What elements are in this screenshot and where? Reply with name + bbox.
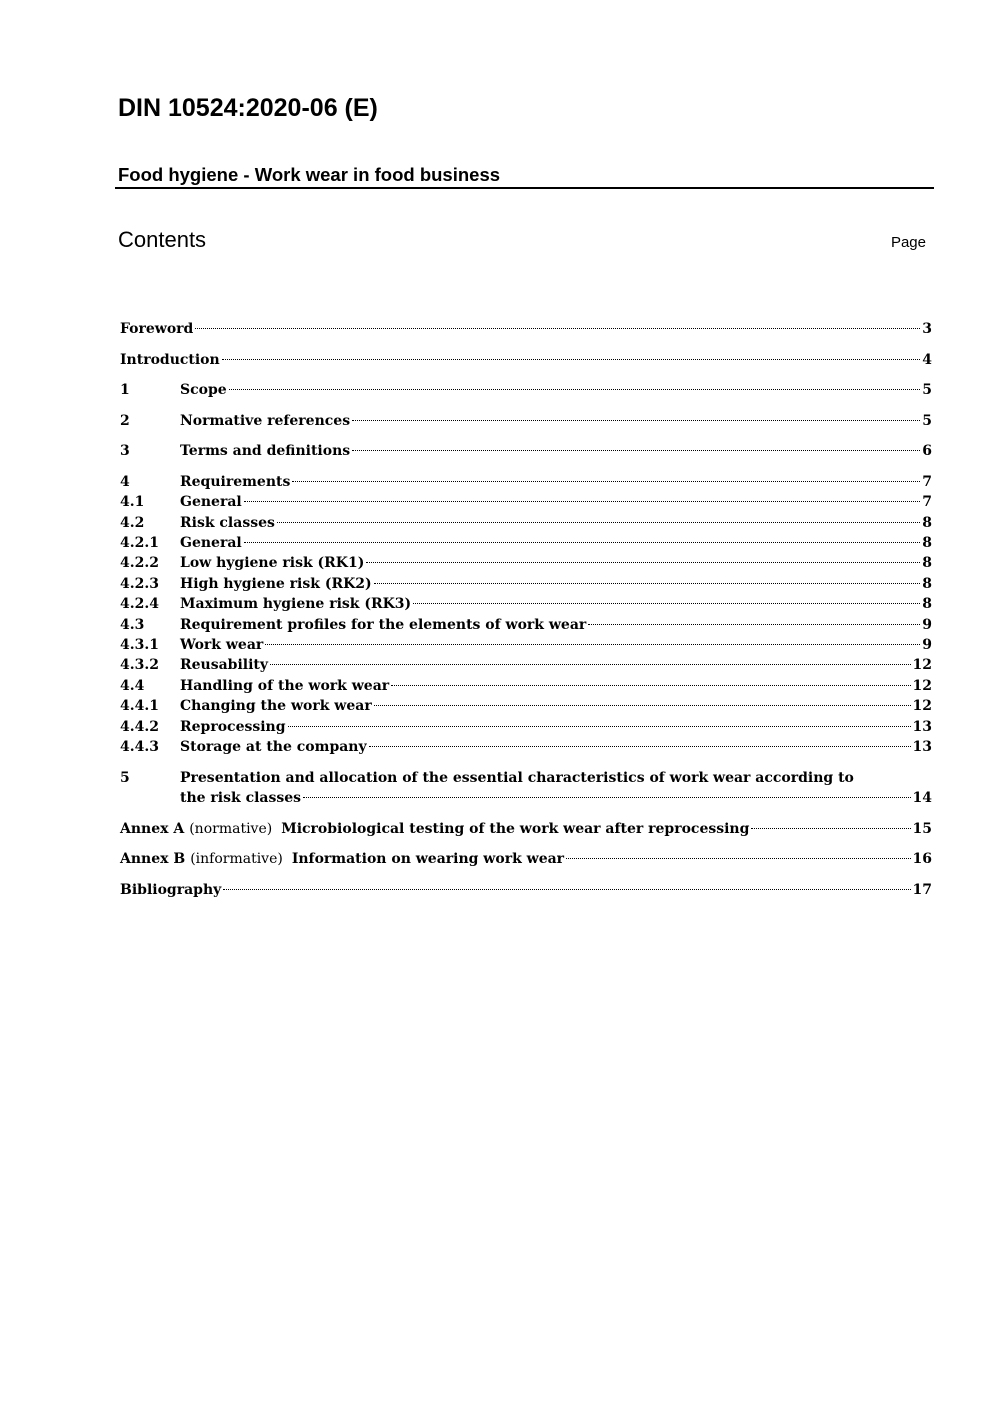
toc-entry-terms-and-definitions[interactable] xyxy=(120,441,932,461)
toc-entry-scope[interactable] xyxy=(120,380,932,400)
toc-page-number: 12 xyxy=(912,657,932,674)
page-column-label: Page xyxy=(890,234,926,251)
toc-entry-text: High hygiene risk (RK2) xyxy=(180,575,372,592)
toc-entry-text: Requirement profiles for the elements of work wear xyxy=(180,616,587,633)
toc-section-number: 4.2 xyxy=(120,514,145,531)
toc-entry-text: Risk classes xyxy=(180,514,275,531)
toc-section-number: 4.2.2 xyxy=(120,555,159,572)
toc-entry-text: General xyxy=(180,494,242,511)
toc-entry-text: Microbiological testing of the work wear after reprocessing xyxy=(281,820,750,837)
toc-page-number: 13 xyxy=(912,718,932,735)
dot-leader xyxy=(751,828,910,829)
toc-entry-text: Bibliography xyxy=(120,881,222,898)
toc-section-number: 4.3.1 xyxy=(120,637,159,654)
toc-entry-storage[interactable] xyxy=(120,737,932,757)
dot-leader xyxy=(222,359,921,360)
toc-page-number: 8 xyxy=(922,575,932,592)
toc-page-number: 9 xyxy=(922,637,932,654)
toc-section-number: 4.2.3 xyxy=(120,575,159,592)
dot-leader xyxy=(229,389,921,390)
toc-section-number: 4.2.1 xyxy=(120,535,159,552)
toc-page-number: 14 xyxy=(912,789,932,806)
dot-leader xyxy=(303,797,910,798)
toc-entry-text: Handling of the work wear xyxy=(180,677,390,694)
dot-leader xyxy=(374,705,911,706)
toc-entry-text: General xyxy=(180,535,242,552)
toc-entry-text: Work wear xyxy=(180,637,264,654)
toc-entry-text: Maximum hygiene risk (RK3) xyxy=(180,596,412,613)
dot-leader xyxy=(588,624,920,625)
dot-leader xyxy=(223,889,910,890)
toc-page-number: 8 xyxy=(922,596,932,613)
toc-page-number: 9 xyxy=(922,616,932,633)
toc-entry-introduction[interactable] xyxy=(120,350,932,370)
toc-page-number: 16 xyxy=(912,851,932,868)
toc-section-number: 4.3.2 xyxy=(120,657,159,674)
dot-leader xyxy=(366,562,920,563)
toc-entry-text: Changing the work wear xyxy=(180,698,372,715)
dot-leader xyxy=(374,583,921,584)
toc-page-number: 3 xyxy=(922,321,932,337)
toc-entry-text-continued: the risk classes xyxy=(180,789,302,806)
toc-section-number: 4.1 xyxy=(120,494,145,511)
dot-leader xyxy=(292,481,920,482)
toc-entry-high-hygiene-risk[interactable] xyxy=(120,574,932,594)
toc-entry-presentation[interactable] xyxy=(120,768,932,809)
annex-type: (normative) xyxy=(189,820,273,837)
toc-page-number: 12 xyxy=(912,698,932,715)
toc-page-number: 4 xyxy=(922,351,932,368)
document-id: DIN 10524:2020-06 (E) xyxy=(118,94,378,122)
toc-entry-text: Scope xyxy=(180,382,227,399)
toc-entry-text: Introduction xyxy=(120,351,220,368)
dot-leader xyxy=(288,726,911,727)
toc-entry-text: Information on wearing work wear xyxy=(291,851,565,868)
toc-page-number: 6 xyxy=(922,443,932,460)
dot-leader xyxy=(244,542,921,543)
toc-entry-text: Normative references xyxy=(180,412,351,429)
toc-entry-low-hygiene-risk[interactable] xyxy=(120,553,932,573)
toc-entry-normative-references[interactable] xyxy=(120,411,932,431)
toc-page-number: 7 xyxy=(922,494,932,511)
dot-leader xyxy=(391,685,910,686)
toc-entry-work-wear[interactable] xyxy=(120,635,932,655)
toc-section-number: 4.2.4 xyxy=(120,596,159,613)
toc-page-number: 5 xyxy=(922,412,932,429)
toc-page-number: 13 xyxy=(912,738,932,755)
table-of-contents xyxy=(120,319,932,900)
toc-section-number: 2 xyxy=(120,412,130,429)
toc-entry-annex-b[interactable] xyxy=(120,849,932,869)
dot-leader xyxy=(352,420,920,421)
toc-entry-risk-general[interactable] xyxy=(120,533,932,553)
dot-leader xyxy=(352,450,920,451)
toc-entry-foreword[interactable] xyxy=(120,319,932,339)
dot-leader xyxy=(195,328,920,329)
toc-section-number: 4.4.1 xyxy=(120,698,159,715)
toc-page-number: 7 xyxy=(922,473,932,490)
dot-leader xyxy=(413,603,920,604)
dot-leader xyxy=(244,501,921,502)
toc-entry-risk-classes[interactable] xyxy=(120,513,932,533)
contents-heading: Contents xyxy=(118,227,207,252)
toc-section-number: 3 xyxy=(120,443,130,460)
toc-page-number: 5 xyxy=(922,382,932,399)
document-title-bar xyxy=(115,164,934,189)
toc-entry-bibliography[interactable] xyxy=(120,880,932,900)
toc-page-number: 8 xyxy=(922,555,932,572)
toc-entry-text: Storage at the company xyxy=(180,738,367,755)
toc-entry-reprocessing[interactable] xyxy=(120,717,932,737)
toc-section-number: 4.4.2 xyxy=(120,718,159,735)
annex-type: (informative) xyxy=(190,851,283,868)
toc-page-number: 17 xyxy=(912,881,932,898)
toc-entry-text: Presentation and allocation of the essential characteristics of work wear according to xyxy=(180,769,854,786)
toc-entry-reusability[interactable] xyxy=(120,655,932,675)
toc-entry-text: Low hygiene risk (RK1) xyxy=(180,555,365,572)
annex-label: Annex B xyxy=(120,851,186,868)
toc-section-number: 5 xyxy=(120,769,130,786)
toc-section-number: 4.3 xyxy=(120,616,145,633)
dot-leader xyxy=(265,644,920,645)
toc-entry-changing[interactable] xyxy=(120,696,932,716)
dot-leader xyxy=(270,664,910,665)
toc-entry-handling[interactable] xyxy=(120,676,932,696)
toc-section-number: 4 xyxy=(120,473,130,490)
toc-entry-requirement-profiles[interactable] xyxy=(120,615,932,635)
toc-entry-text: Terms and definitions xyxy=(180,443,351,460)
toc-page-number: 8 xyxy=(922,535,932,552)
toc-entry-maximum-hygiene-risk[interactable] xyxy=(120,594,932,614)
dot-leader xyxy=(277,522,920,523)
toc-entry-annex-a[interactable] xyxy=(120,819,932,839)
toc-entry-text: Requirements xyxy=(180,473,291,490)
toc-section-number: 4.4.3 xyxy=(120,738,159,755)
document-title: Food hygiene - Work wear in food business xyxy=(118,164,501,185)
annex-label: Annex A xyxy=(120,820,185,837)
toc-entry-text: Reprocessing xyxy=(180,718,286,735)
toc-page-number: 15 xyxy=(912,820,932,837)
toc-page-number: 12 xyxy=(912,677,932,694)
dot-leader xyxy=(566,858,910,859)
dot-leader xyxy=(369,746,911,747)
toc-entry-requirements-general[interactable] xyxy=(120,492,932,512)
toc-page-number: 8 xyxy=(922,514,932,531)
toc-section-number: 4.4 xyxy=(120,677,145,694)
toc-entry-requirements[interactable] xyxy=(120,472,932,492)
toc-entry-text: Reusability xyxy=(180,657,269,674)
toc-entry-text: Foreword xyxy=(120,321,194,337)
toc-section-number: 1 xyxy=(120,382,130,399)
